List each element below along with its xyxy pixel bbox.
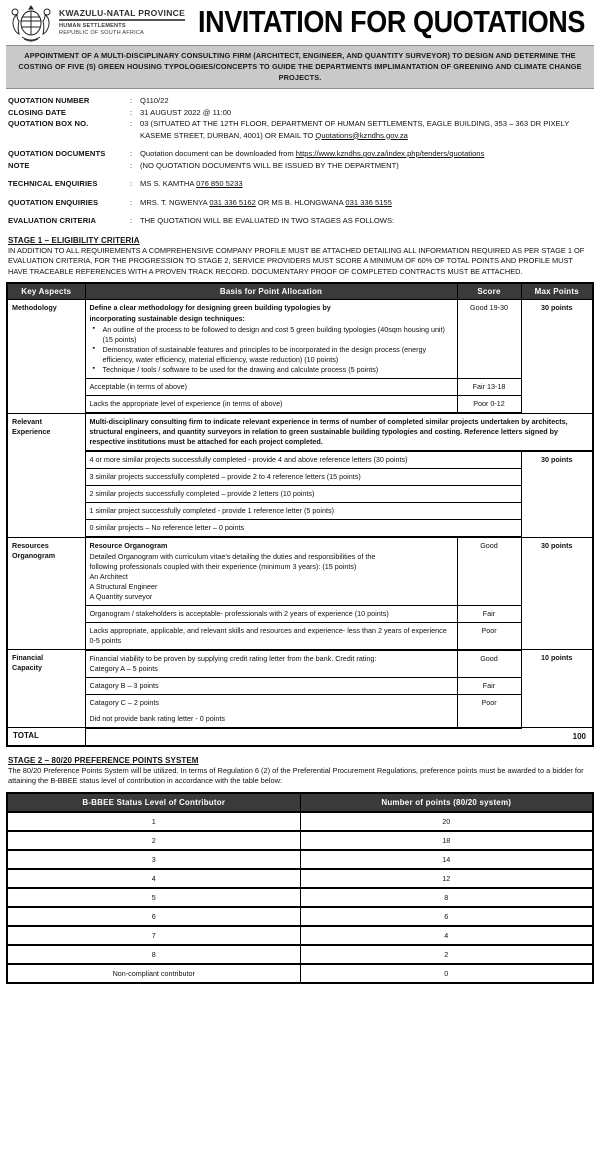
bbee-points: 6 [300,907,593,926]
table-row [7,831,593,850]
financial-row2-text: Catagory B – 3 points [85,677,457,694]
bbee-points-table [6,792,594,984]
colon: : [130,107,133,117]
colon: : [130,160,133,170]
meta-row-quotation-number [8,95,592,107]
relevant-experience-row-1: 4 or more similar projects successfully completed - provide 4 and above reference letters (30 points) [85,451,521,469]
quotation-contact-1-name: MRS. T. NGWENYA [140,197,210,207]
resources-desc-5: A Quantity surveyor [89,591,153,601]
bbee-points: 8 [300,888,593,907]
relevant-experience-row-2: 3 similar projects successfully completed – provide 2 to 4 reference letters (15 points) [85,469,521,486]
aspect-resources-organogram [7,537,85,650]
table-row [7,694,593,728]
aspect-methodology: Methodology [7,300,85,414]
table-row-total [7,728,593,746]
note-label: NOTE [8,160,30,170]
resources-max-points: 30 points [521,537,593,650]
table-row [7,605,593,622]
table-row [7,964,593,983]
bbee-points: 2 [300,945,593,964]
table-row [7,850,593,869]
colon: : [130,179,133,188]
table-row [7,520,593,538]
bbee-level: 7 [7,926,300,945]
bbee-level: Non-compliant contributor [7,964,300,983]
quotation-box-label: QUOTATION BOX NO. [8,119,89,128]
table-row [7,396,593,414]
stage2-heading: STAGE 2 – 80/20 PREFERENCE POINTS SYSTEM [8,755,199,765]
col-bbee-level: B-BBEE Status Level of Contributor [7,793,300,812]
stage1-heading: STAGE 1 – ELIGIBILITY CRITERIA [8,235,140,245]
quotation-number-value: Q110/22 [140,96,169,105]
resources-desc-2: following professionals coupled with their experience (minimum 3 years): (15 points) [89,561,357,571]
resources-score-good: Good [457,537,521,605]
methodology-basis-cell [85,300,457,379]
colon: : [130,216,133,225]
methodology-row3-score: Poor 0-12 [457,396,521,414]
bbee-level: 8 [7,945,300,964]
technical-enquiries-value [140,178,592,190]
bbee-points: 0 [300,964,593,983]
quotation-contact-2-phone: 031 336 5155 [345,197,392,207]
financial-row1-cell [85,650,457,678]
methodology-row3-text: Lacks the appropriate level of experience (in terms of above) [85,396,457,414]
quotation-meta [6,95,594,227]
meta-row-closing-date [8,107,592,119]
bbee-level: 3 [7,850,300,869]
table-header-row [7,793,593,812]
aspect-line-2: Experience [12,426,51,436]
meta-row-quotation-enquiries [8,197,592,209]
download-text: Quotation document can be downloaded from [140,149,296,158]
subtitle-line-1: APPOINTMENT OF A MULTI-DISCIPLINARY CONSULTING FIRM (ARCHITECT, ENGINEER, AND QUANTITY SURVEYOR) TO DESIGN AND DETERMINE THE COSTING [18,51,576,71]
subtitle-band [6,45,594,89]
financial-row3-line1: Catagory C – 2 points [89,697,160,707]
table-row [7,622,593,650]
bbee-level: 1 [7,812,300,831]
table-row [7,537,593,605]
table-row [7,907,593,926]
email-link[interactable]: Quotations@kzndhs.gov.za [315,130,408,140]
meta-row-note [8,160,592,172]
evaluation-criteria-label: EVALUATION CRITERIA [8,216,97,225]
province-identity [59,8,185,37]
aspect-line-1: Financial [12,653,44,662]
table-row [7,300,593,379]
table-row [7,379,593,396]
table-row [7,486,593,503]
list-item: ▪ Demonstration of sustainable features and principles to be incorporated in the design process (energy efficiency, water efficiency, material efficiency, waste reduction) (10 points) [103,345,453,365]
aspect-line-2: Capacity [12,663,42,672]
technical-contact-name: MS S. KAMTHA [140,179,197,188]
quotation-enquiries-label: QUOTATION ENQUIRIES [8,197,99,207]
methodology-score-good: Good 19-30 [457,300,521,379]
table-row [7,812,593,831]
colon: : [130,96,133,105]
financial-row2-score: Fair [457,677,521,694]
financial-row3-cell [85,694,457,728]
quotation-enquiries-value [140,197,592,209]
bbee-level: 2 [7,831,300,850]
masthead [6,0,594,44]
meta-row-evaluation-criteria [8,215,592,227]
relevant-experience-intro: Multi-disciplinary consulting firm to indicate relevant experience in terms of number of completed similar projects undertaken by architects, structural engineers, and quantity surveyors in relation to green sustainable building typologies and costing. Reference letters signed by respective institutions must be attached for each project completed. [85,413,593,451]
colon: : [130,197,133,207]
list-item: ▪ An outline of the process to be followed to design and cost 5 green building typologies (40sqm housing unit) (15 points) [103,325,453,345]
aspect-line-1: Resources [12,540,49,550]
page-title: INVITATION FOR QUOTATIONS [198,5,586,39]
financial-row3-line2: Did not provide bank rating letter - 0 points [89,713,225,723]
quotation-documents-value [140,148,592,160]
bbee-level: 4 [7,869,300,888]
department-name: HUMAN SETTLEMENTS [59,22,126,29]
bbee-points: 12 [300,869,593,888]
table-row [7,945,593,964]
eligibility-criteria-table [6,282,594,747]
table-row [7,677,593,694]
evaluation-criteria-value: THE QUOTATION WILL BE EVALUATED IN TWO STAGES AS FOLLOWS: [140,216,395,225]
col-bbee-points: Number of points (80/20 system) [300,793,593,812]
aspect-relevant-experience [7,413,85,537]
quotation-contact-separator: OR MS B. HLONGWANA [255,197,346,207]
province-name: KWAZULU-NATAL PROVINCE [59,8,185,21]
closing-date-label: CLOSING DATE [8,107,67,117]
table-row [7,650,593,678]
col-max-points: Max Points [521,283,593,300]
total-label: TOTAL [7,728,85,746]
aspect-line-2: Organogram [12,550,56,560]
closing-date-value: 31 AUGUST 2022 @ 11:00 [140,107,232,117]
stage1-paragraph: IN ADDITION TO ALL REQUIREMENTS A COMPREHENSIVE COMPANY PROFILE MUST BE ATTACHED DETAILING ALL INFORMATION REQUIRED AS PER STAGE 1 OF EVALUATION CRITERIA, FOR THE PROGRESSION TO STAGE 2, SERVICE PROVIDERS MUST SCORE A MINIMUM OF 60% OF TOTAL POINTS AND PROFILE MUST HAVE TRACEABLE REFERENCES WITH A PROVEN TRACK RECORD. DOCUMENTARY PROOF OF COMPLETED CONTRACTS MUST BE ATTACHED. [8,245,585,276]
aspect-line-1: Relevant [12,416,42,426]
resources-desc-1: Detailed Organogram with curriculum vitae's detailing the duties and responsibilities of the [89,551,376,561]
table-row [7,888,593,907]
quotation-box-line2 [140,130,592,142]
financial-row1-score: Good [457,650,521,678]
resources-basis-cell [85,537,457,605]
col-basis: Basis for Point Allocation [85,283,457,300]
bbee-points: 20 [300,812,593,831]
col-key-aspects: Key Aspects [7,283,85,300]
note-value: (NO QUOTATION DOCUMENTS WILL BE ISSUED BY THE DEPARTMENT) [140,160,399,170]
quotation-documents-label: QUOTATION DOCUMENTS [8,149,106,158]
methodology-bullet-list [90,325,453,375]
table-row [7,469,593,486]
relevant-experience-row-3: 2 similar projects successfully completed – provide 2 letters (10 points) [85,486,521,503]
financial-row1-line1: Financial viability to be proven by supplying credit rating letter from the bank. Credit rating: [89,653,377,663]
technical-contact-phone: 076 850 5233 [196,179,243,188]
resources-desc-3: An Architect [89,571,128,581]
methodology-row2-score: Fair 13-18 [457,379,521,396]
bbee-level: 6 [7,907,300,926]
meta-row-quotation-box [8,118,592,141]
technical-enquiries-label: TECHNICAL ENQUIRIES [8,179,98,188]
table-row [7,413,593,451]
resources-row2-text: Organogram / stakeholders is acceptable- professionals with 2 years of experience (10 points) [85,605,457,622]
aspect-financial-capacity [7,650,85,728]
methodology-intro-2: incorporating sustainable design techniques: [89,313,245,323]
bbee-points: 14 [300,850,593,869]
financial-row1-line2: Category A – 5 points [89,663,158,673]
financial-row3-score: Poor [457,694,521,728]
bbee-points: 18 [300,831,593,850]
resources-row3-score: Poor [457,622,521,650]
financial-max-points: 10 points [521,650,593,728]
relevant-experience-row-5: 0 similar projects – No reference letter – 0 points [85,520,521,538]
meta-row-technical-enquiries [8,178,592,190]
meta-row-quotation-documents [8,148,592,160]
table-header-row [7,283,593,300]
quotation-contact-1-phone: 031 336 5162 [209,197,256,207]
resources-desc-4: A Structural Engineer [89,581,158,591]
colon: : [130,119,133,128]
resources-row3-text: Lacks appropriate, applicable, and relevant skills and resources and experience- less than 2 years of experience 0-5 points [85,622,457,650]
relevant-experience-max-points: 30 points [521,451,593,537]
resources-title: Resource Organogram [89,541,168,550]
col-score: Score [457,283,521,300]
quotation-documents-url[interactable]: https://www.kzndhs.gov.za/index.php/tenders/quotations [295,149,485,158]
quotation-box-line1: 03 (SITUATED AT THE 12TH FLOOR, DEPARTMENT OF HUMAN SETTLEMENTS, EAGLE BUILDING, 353 – 363 DR PIXELY [140,119,570,128]
subtitle-line-2: OF FIVE (5) GREEN HOUSING TYPOLOGIES/CONCEPTS TO GUIDE THE DEPARTMENTS IMPLIMANTATION OF GREENING AND CLIMATE CHANGE PROJECTS. [54,62,582,82]
colon: : [130,149,133,158]
resources-row2-score: Fair [457,605,521,622]
methodology-intro-1: Define a clear methodology for designing green building typologies by [89,303,331,312]
table-row [7,926,593,945]
total-value: 100 [85,728,593,746]
relevant-experience-row-4: 1 similar project successfully completed - provide 1 reference letter (5 points) [85,503,521,520]
bbee-table-body [7,812,593,983]
table-row [7,869,593,888]
methodology-max-points: 30 points [521,300,593,414]
bbee-points: 4 [300,926,593,945]
table-row [7,451,593,469]
list-item: ▪ Technique / tools / software to be used for the drawing and calculate process (5 points) [103,365,453,375]
republic-name: REPUBLIC OF SOUTH AFRICA [59,29,144,36]
coat-of-arms-icon [8,1,54,43]
quotation-box-value [140,118,592,141]
quotation-box-address-tail: KASEME STREET, DURBAN, 4001) OR EMAIL TO [140,130,316,140]
quotation-number-label: QUOTATION NUMBER [8,96,90,105]
stage2-paragraph: The 80/20 Preference Points System will be utilized. In terms of Regulation 6 (2) of the Preferential Procurement Regulations, preference points must be awarded to a bidder for attaining the B-BBEE status level of contribution in accordance with the table below: [8,765,584,785]
table-row [7,503,593,520]
methodology-row2-text: Acceptable (in terms of above) [85,379,457,396]
bbee-level: 5 [7,888,300,907]
